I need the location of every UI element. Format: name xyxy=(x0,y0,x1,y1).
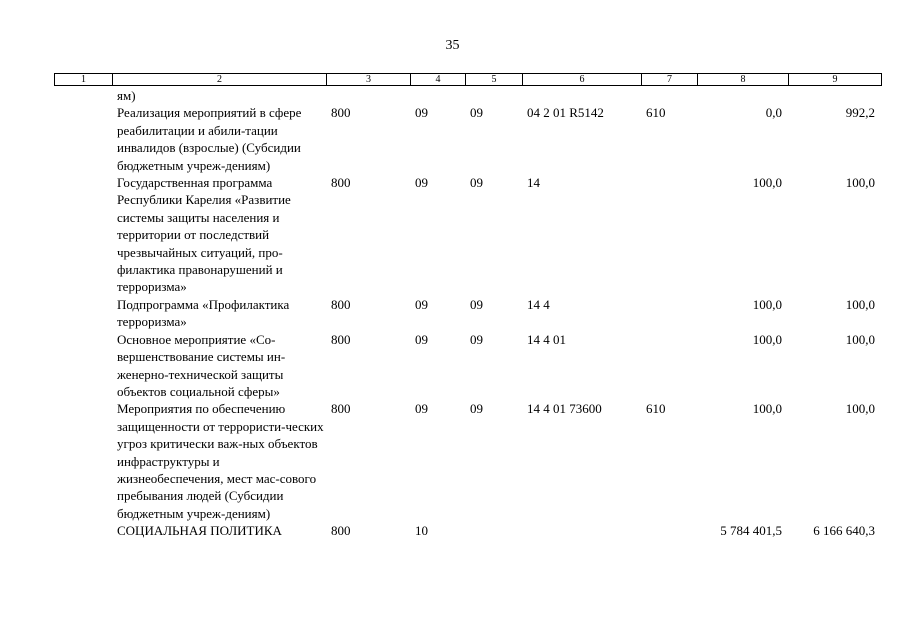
row-admin-code: 800 xyxy=(331,523,351,539)
column-number-header xyxy=(54,73,882,86)
row-amount-8: 100,0 xyxy=(752,296,782,312)
row-section: 09 xyxy=(415,296,428,312)
row-target-article: 14 xyxy=(527,175,540,191)
row-expense-type xyxy=(641,331,697,401)
column-number-8: 8 xyxy=(698,74,789,86)
row-name: Основное мероприятие «Со-вершенствование системы ин-женерно-технической защиты объектов социальной сферы» xyxy=(117,331,286,399)
row-admin-code: 800 xyxy=(331,296,351,312)
row-amount-9: 100,0 xyxy=(845,331,875,347)
row-expense-type xyxy=(641,174,697,296)
row-admin-code: 800 xyxy=(331,401,351,417)
table-row xyxy=(54,400,881,522)
row-amount-9: 992,2 xyxy=(845,105,875,121)
row-section: 09 xyxy=(415,331,428,347)
row-expense-type: 610 xyxy=(646,401,666,417)
table-row xyxy=(54,174,881,296)
row-name: Мероприятия по обеспечению защищенности от террористи-ческих угроз критически важ-ных объектов инфраструктуры и жизнеобеспечения, мест мас-сового пребывания людей (Субсидии бюджетным учреж-дениям) xyxy=(117,401,324,521)
row-amount-9: 6 166 640,3 xyxy=(813,523,875,539)
column-number-5: 5 xyxy=(466,74,523,86)
row-subsection xyxy=(465,522,522,539)
row-target-article: 14 4 xyxy=(527,296,550,312)
table-row xyxy=(54,331,881,401)
row-amount-8: 5 784 401,5 xyxy=(720,523,782,539)
column-number-2: 2 xyxy=(113,74,327,86)
row-section: 09 xyxy=(415,401,428,417)
row-amount-9: 100,0 xyxy=(845,401,875,417)
column-number-6: 6 xyxy=(523,74,642,86)
budget-table xyxy=(54,87,881,540)
row-name: СОЦИАЛЬНАЯ ПОЛИТИКА xyxy=(117,523,282,539)
row-amount-8: 100,0 xyxy=(752,175,782,191)
table-row xyxy=(54,104,881,174)
row-target-article xyxy=(522,522,641,539)
page-number: 35 xyxy=(445,38,460,53)
row-subsection: 09 xyxy=(470,175,483,191)
row-expense-type xyxy=(641,296,697,331)
row-name: Реализация мероприятий в сфере реабилитации и абили-тации инвалидов (взрослые) (Субсидии бюджетным учреж-дениям) xyxy=(117,105,302,173)
column-number-row xyxy=(55,74,882,86)
row-section: 09 xyxy=(415,175,428,191)
row-target-article: 04 2 01 R5142 xyxy=(527,105,604,121)
row-amount-9: 100,0 xyxy=(845,175,875,191)
table-row xyxy=(54,522,881,539)
table-row-continuation xyxy=(54,87,881,104)
row-expense-type: 610 xyxy=(646,105,666,121)
column-number-1: 1 xyxy=(55,74,113,86)
column-number-3: 3 xyxy=(327,74,411,86)
column-number-9: 9 xyxy=(789,74,882,86)
row-subsection: 09 xyxy=(470,401,483,417)
row-subsection: 09 xyxy=(470,331,483,347)
row-subsection: 09 xyxy=(470,105,483,121)
row-name: Государственная программа Республики Карелия «Развитие системы защиты населения и территории от последствий чрезвычайных ситуаций, про-филактика правонарушений и терроризма» xyxy=(117,175,291,295)
row-section: 09 xyxy=(415,105,428,121)
row-amount-8: 100,0 xyxy=(752,401,782,417)
column-number-4: 4 xyxy=(411,74,466,86)
row-admin-code: 800 xyxy=(331,331,351,347)
row-admin-code: 800 xyxy=(331,175,351,191)
row-target-article: 14 4 01 73600 xyxy=(527,401,602,417)
row-name: Подпрограмма «Профилактика терроризма» xyxy=(117,296,290,330)
row-target-article: 14 4 01 xyxy=(527,331,566,347)
row-amount-9: 100,0 xyxy=(845,296,875,312)
table-row xyxy=(54,296,881,331)
row-section: 10 xyxy=(415,523,428,539)
row-expense-type xyxy=(641,522,697,539)
row-amount-8: 0,0 xyxy=(765,105,782,121)
row-admin-code: 800 xyxy=(331,105,351,121)
column-number-7: 7 xyxy=(642,74,698,86)
row-subsection: 09 xyxy=(470,296,483,312)
row-amount-8: 100,0 xyxy=(752,331,782,347)
continuation-text: ям) xyxy=(117,88,136,103)
